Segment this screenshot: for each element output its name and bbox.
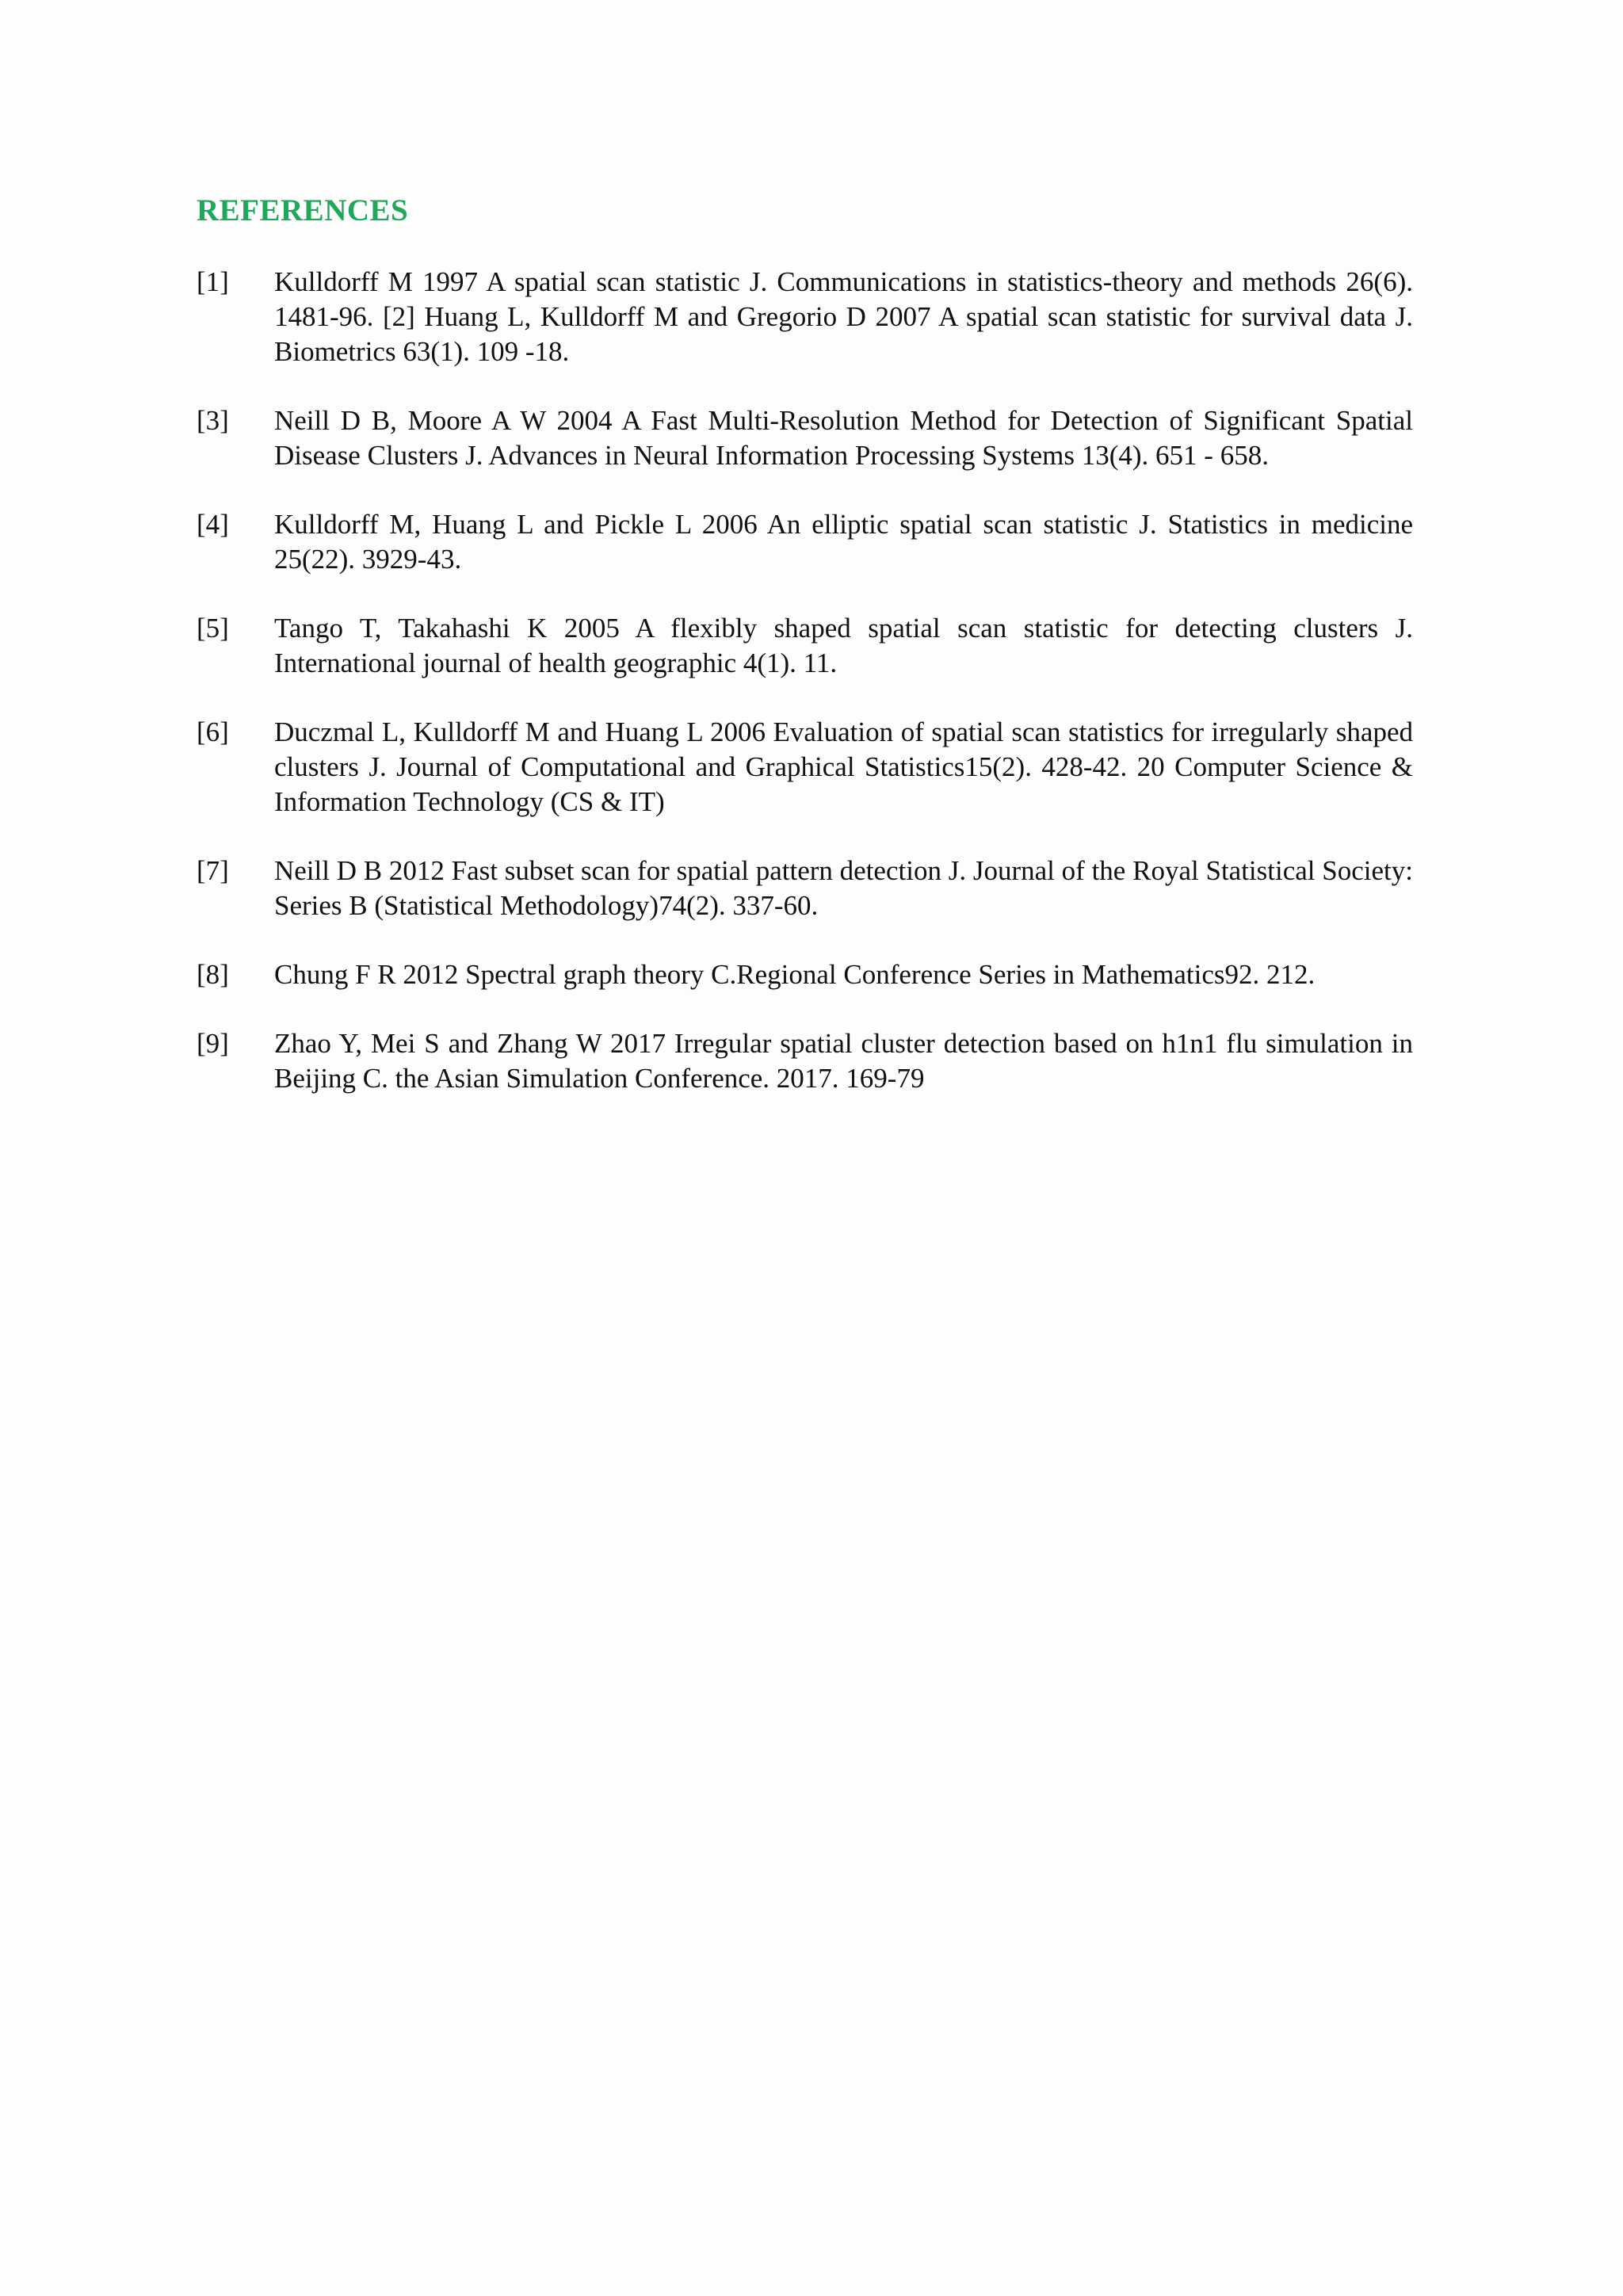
reference-text: Neill D B 2012 Fast subset scan for spatial pattern detection J. Journal of the Royal Statistical Society: Series B (Statistical Methodology)74(2). 337-60. bbox=[274, 855, 1413, 921]
reference-item bbox=[197, 957, 1413, 992]
reference-item bbox=[197, 611, 1413, 681]
reference-item bbox=[197, 854, 1413, 923]
reference-text: Tango T, Takahashi K 2005 A flexibly shaped spatial scan statistic for detecting clusters J. International journal of health geographic 4(1). 11. bbox=[274, 613, 1413, 678]
reference-number: [3] bbox=[197, 405, 229, 436]
reference-number: [4] bbox=[197, 509, 229, 540]
reference-list bbox=[197, 265, 1413, 1130]
reference-number: [1] bbox=[197, 266, 229, 297]
reference-text: Chung F R 2012 Spectral graph theory C.Regional Conference Series in Mathematics92. 212. bbox=[274, 959, 1316, 990]
reference-text: Kulldorff M, Huang L and Pickle L 2006 An elliptic spatial scan statistic J. Statistics in medicine 25(22). 3929-43. bbox=[274, 509, 1413, 575]
reference-number: [9] bbox=[197, 1028, 229, 1059]
reference-number: [8] bbox=[197, 959, 229, 990]
reference-number: [5] bbox=[197, 613, 229, 644]
references-heading: REFERENCES bbox=[197, 193, 409, 227]
reference-item bbox=[197, 265, 1413, 369]
reference-text: Neill D B, Moore A W 2004 A Fast Multi-Resolution Method for Detection of Significant Spatial Disease Clusters J. Advances in Neural Information Processing Systems 13(4). 651 - 658. bbox=[274, 405, 1413, 471]
reference-item bbox=[197, 1026, 1413, 1096]
reference-item bbox=[197, 715, 1413, 819]
reference-text: Duczmal L, Kulldorff M and Huang L 2006 Evaluation of spatial scan statistics for irregularly shaped clusters J. Journal of Computational and Graphical Statistics15(2). 428-42. 20 Computer Science & Information Technology (CS & IT) bbox=[274, 716, 1413, 817]
reference-item bbox=[197, 403, 1413, 473]
reference-text: Zhao Y, Mei S and Zhang W 2017 Irregular spatial cluster detection based on h1n1 flu simulation in Beijing C. the Asian Simulation Conference. 2017. 169-79 bbox=[274, 1028, 1413, 1094]
reference-number: [6] bbox=[197, 716, 229, 747]
reference-number: [7] bbox=[197, 855, 229, 886]
reference-item bbox=[197, 507, 1413, 577]
reference-text: Kulldorff M 1997 A spatial scan statistic J. Communications in statistics-theory and methods 26(6). 1481-96. [2] Huang L, Kulldorff M and Gregorio D 2007 A spatial scan statistic for survival data J. Biometrics 63(1). 109 -18. bbox=[274, 266, 1413, 367]
